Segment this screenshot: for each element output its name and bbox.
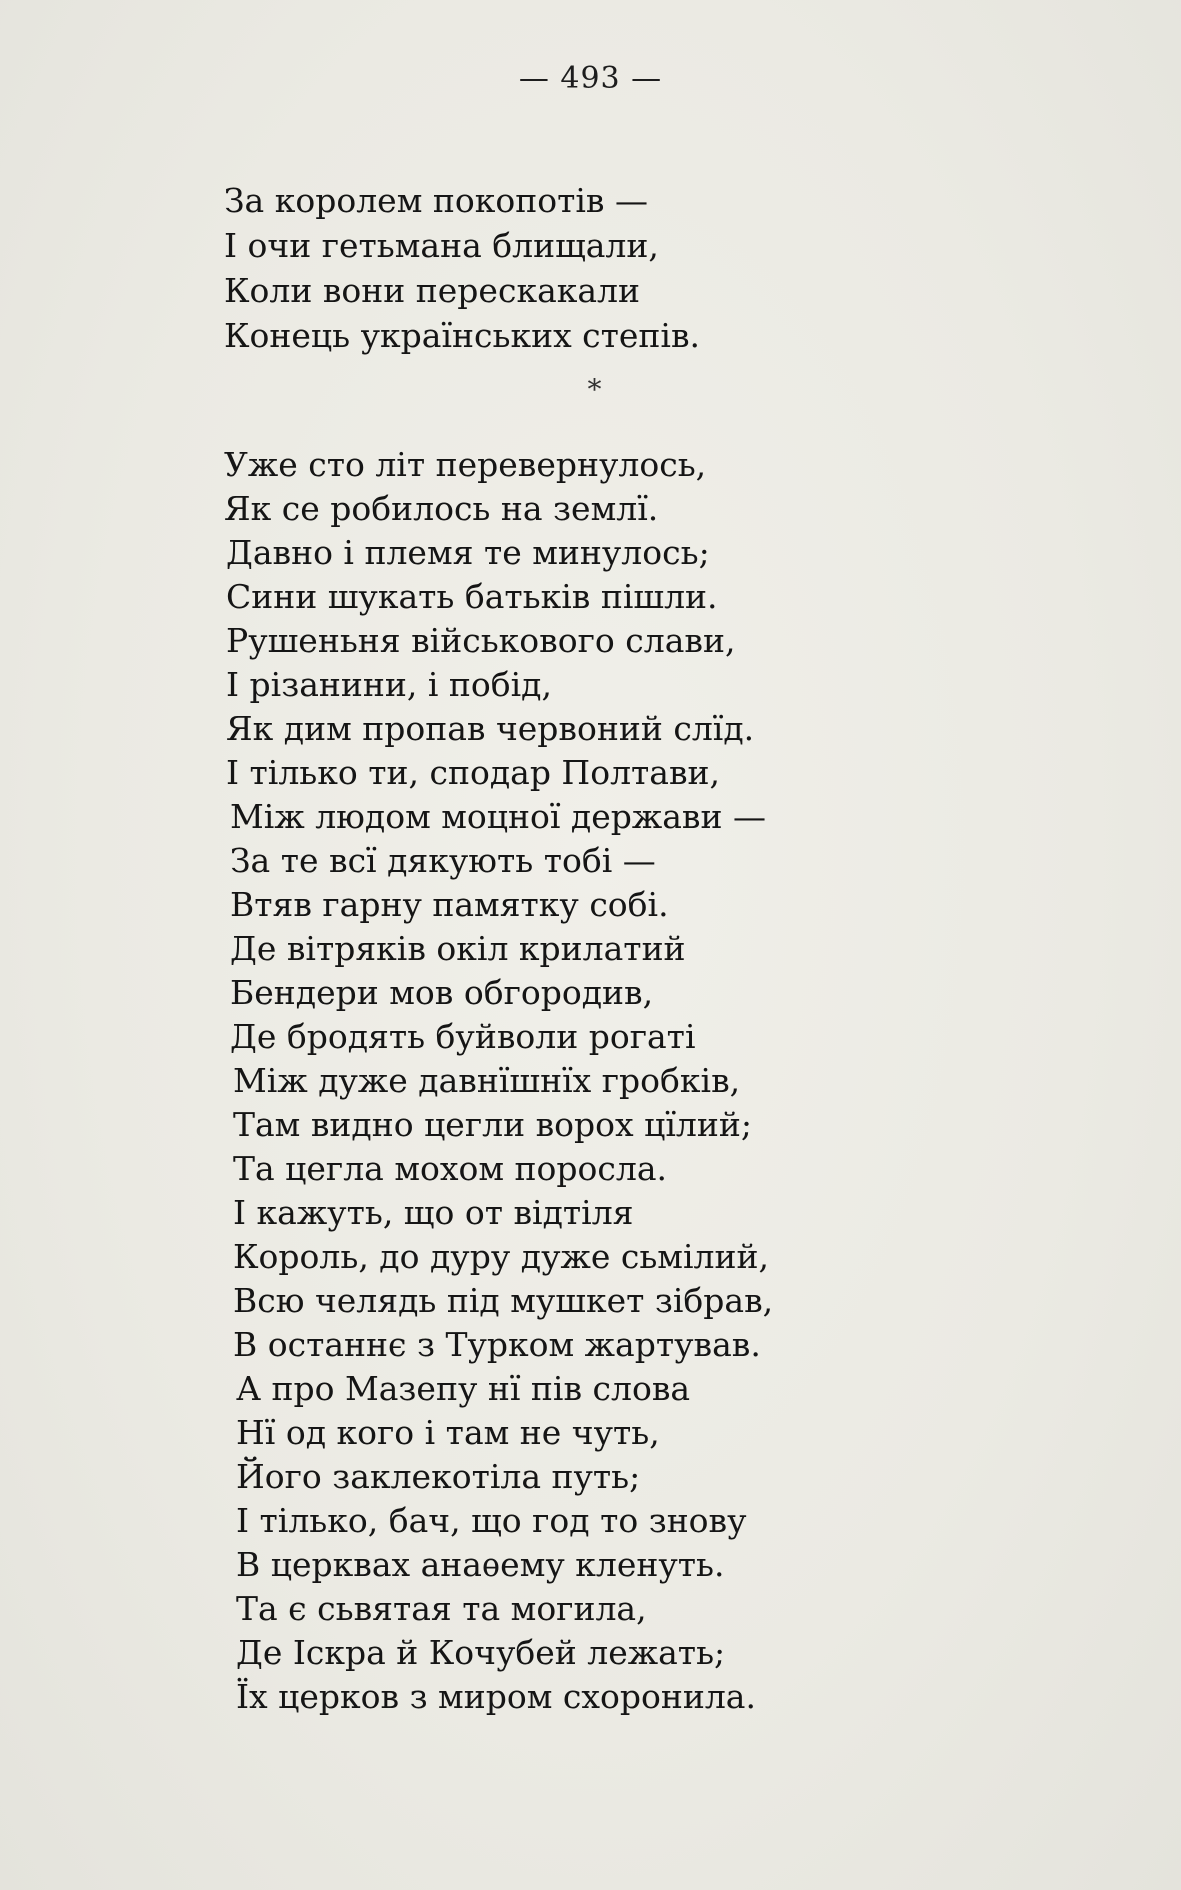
verse-line: Всю челядь під мушкет зібрав, (233, 1281, 774, 1320)
verse-line: Їх церков з миром схоронила. (236, 1677, 756, 1716)
verse-line: Втяв гарну памятку собі. (230, 885, 669, 924)
verse-line: Та є сьвятая та могила, (236, 1589, 647, 1628)
verse-line: Як се робилось на землї. (224, 489, 659, 528)
stanza-2 (224, 443, 773, 1719)
stanza-1 (224, 178, 700, 358)
page-number: — 493 — (518, 61, 663, 96)
verse-line: А про Мазепу нї пів слова (236, 1369, 691, 1408)
verse-line: Давно і племя те минулось; (226, 533, 710, 572)
verse-line: Там видно цегли ворох цїлий; (233, 1105, 752, 1144)
verse-line: І тілько, бач, що год то знову (236, 1501, 747, 1540)
verse-line: Сини шукать батьків пішли. (226, 577, 718, 616)
verse-line: Коли вони перескакали (224, 271, 640, 310)
verse-line: Між людом моцної держави — (230, 797, 766, 836)
verse-line: Король, до дуру дуже сьмілий, (233, 1237, 769, 1276)
verse-line: За те всї дякують тобі — (230, 841, 656, 880)
verse-line: І кажуть, що от відтіля (233, 1193, 634, 1232)
verse-line: Де Іскра й Кочубей лежать; (236, 1633, 726, 1672)
verse-line: Рушеньня військового слави, (226, 621, 736, 660)
verse-line: Уже сто літ перевернулось, (224, 445, 707, 484)
verse-line: І різанини, і побід, (226, 665, 552, 704)
verse-line: Конець українських степів. (224, 316, 701, 355)
verse-line: В останнє з Турком жартував. (233, 1325, 761, 1364)
verse-line: Його заклекотіла путь; (236, 1457, 641, 1496)
verse-line: Бендери мов обгородив, (230, 973, 654, 1012)
verse-line: Та цегла мохом поросла. (233, 1149, 667, 1188)
asterisk-divider: * (587, 373, 602, 406)
verse-line: І очи гетьмана блищали, (224, 226, 659, 265)
verse-line: Як дим пропав червоний слїд. (226, 709, 755, 748)
verse-line: В церквах анаѳему кленуть. (236, 1545, 725, 1584)
verse-line: Між дуже давнїшнїх гробків, (233, 1061, 741, 1100)
verse-line: Де вітряків окіл крилатий (230, 929, 686, 968)
verse-line: Де бродять буйволи рогаті (230, 1017, 696, 1056)
verse-line: Нї од кого і там не чуть, (236, 1413, 660, 1452)
verse-line: І тілько ти, сподар Полтави, (226, 753, 721, 792)
verse-line: За королем покопотів — (224, 181, 648, 220)
